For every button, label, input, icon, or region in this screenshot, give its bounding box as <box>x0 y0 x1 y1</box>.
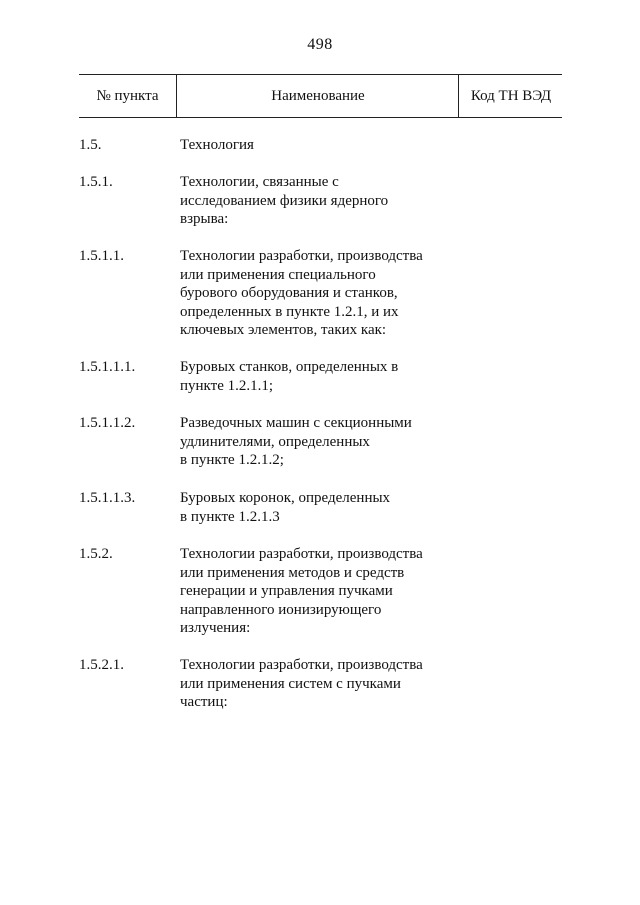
entry-line: определенных в пункте 1.2.1, и их <box>180 303 399 320</box>
entry-line: частиц: <box>180 694 228 710</box>
entry-text <box>180 247 460 340</box>
entry-line: Технологии разработки, производства <box>180 248 423 264</box>
entry-line: Технологии, связанные с <box>180 174 339 190</box>
entry-line: Технологии разработки, производства <box>180 546 423 562</box>
entry-line: или применения специального <box>180 266 376 283</box>
entry-line: Буровых станков, определенных в <box>180 359 399 375</box>
column-header-name: Наименование <box>176 75 459 117</box>
entry-line: или применения систем с пучками <box>180 675 401 692</box>
entry-line: ключевых элементов, таких как: <box>180 322 387 338</box>
entry-line: или применения методов и средств <box>180 564 405 581</box>
entry-line: направленного ионизирующего <box>180 601 382 618</box>
entry-line: излучения: <box>180 620 251 636</box>
entry-number: 1.5.1. <box>79 174 113 190</box>
entry-text <box>180 545 460 638</box>
entry-line: Технологии разработки, производства <box>180 657 423 673</box>
entry-line: Буровых коронок, определенных <box>180 490 391 506</box>
entry-number: 1.5. <box>79 137 102 153</box>
entry-line: бурового оборудования и станков, <box>180 285 398 301</box>
entry-line: пункте 1.2.1.1; <box>180 377 274 394</box>
entry-line: Разведочных машин с секционными <box>180 415 412 431</box>
column-header-number: № пункта <box>96 88 159 104</box>
entry-number: 1.5.1.1.3. <box>79 490 136 506</box>
entry-number: 1.5.1.1. <box>79 248 124 264</box>
entry-text <box>180 136 460 155</box>
entry-text <box>180 173 460 229</box>
entry-text <box>180 414 460 470</box>
page-number: 498 <box>307 36 333 53</box>
entry-number: 1.5.2.1. <box>79 657 124 673</box>
entry-number: 1.5.1.1.1. <box>79 359 136 375</box>
entry-line: в пункте 1.2.1.2; <box>180 452 284 468</box>
column-header-code: Код ТН ВЭД <box>458 75 563 117</box>
entry-line: Технология <box>180 137 254 153</box>
entry-line: в пункте 1.2.1.3 <box>180 508 280 525</box>
entry-text <box>180 489 460 526</box>
entry-text <box>180 358 460 395</box>
entry-line: удлинителями, определенных <box>180 433 370 450</box>
entry-number: 1.5.1.1.2. <box>79 415 136 431</box>
entry-line: генерации и управления пучками <box>180 583 393 599</box>
entry-number: 1.5.2. <box>79 546 113 562</box>
entry-text <box>180 656 460 712</box>
table-header <box>79 74 562 118</box>
entry-line: взрыва: <box>180 211 229 227</box>
entry-line: исследованием физики ядерного <box>180 192 389 209</box>
